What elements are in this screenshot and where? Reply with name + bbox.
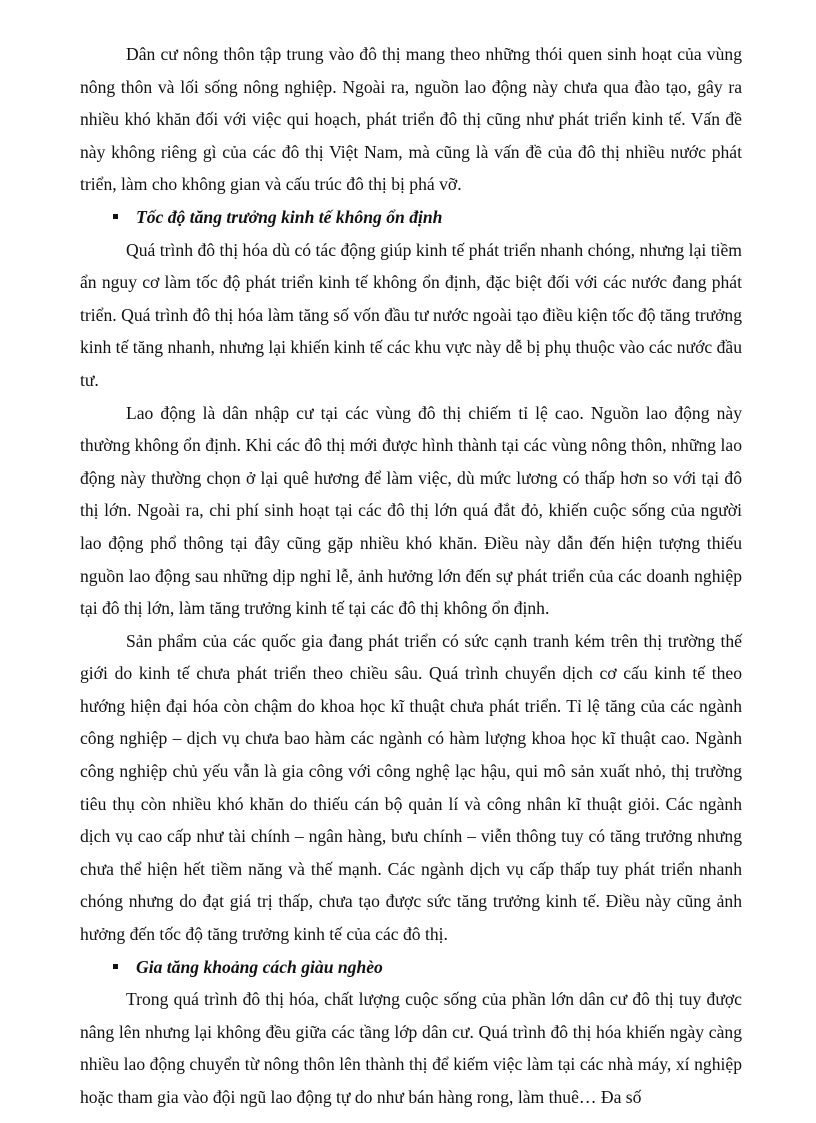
paragraph-urban-migration: Dân cư nông thôn tập trung vào đô thị mang theo những thói quen sinh hoạt của vùng nông thôn và lối sống nông nghiệp. Ngoài ra, nguồn lao động này chưa qua đào tạo, gây ra nhiều khó khăn đối với việc qui hoạch, phát triển đô thị cũng như phát triển kinh tế. Vấn đề này không riêng gì của các đô thị Việt Nam, mà cũng là vấn đề của đô thị nhiều nước phát triển, làm cho không gian và cấu trúc đô thị bị phá vỡ. [80,44,742,195]
document-page [80,38,742,1114]
paragraph-competitiveness: Sản phẩm của các quốc gia đang phát triển có sức cạnh tranh kém trên thị trường thế giới do kinh tế chưa phát triển theo chiều sâu. Quá trình chuyển dịch cơ cấu kinh tế theo hướng hiện đại hóa còn chậm do khoa học kĩ thuật chưa phát triển. Tỉ lệ tăng của các ngành công nghiệp – dịch vụ chưa bao hàm các ngành có hàm lượng khoa học kĩ thuật cao. Ngành công nghiệp chủ yếu vẫn là gia công với công nghệ lạc hậu, qui mô sản xuất nhỏ, thị trường tiêu thụ còn nhiều khó khăn do thiếu cán bộ quản lí và công nhân kĩ thuật giỏi. Các ngành dịch vụ cao cấp như tài chính – ngân hàng, bưu chính – viễn thông tuy có tăng trưởng nhưng chưa thể hiện hết tiềm năng và thế mạnh. Các ngành dịch vụ cấp thấp tuy phát triển nhanh chóng nhưng do đạt giá trị thấp, chưa tạo được sức tăng trưởng kinh tế. Điều này cũng ảnh hưởng đến tốc độ tăng trưởng kinh tế của các đô thị. [80,630,742,945]
section-heading-wealth-gap [80,951,742,984]
section-heading-text: Gia tăng khoảng cách giàu nghèo [136,956,383,977]
paragraph-investment: Quá trình đô thị hóa dù có tác động giúp kinh tế phát triển nhanh chóng, nhưng lại tiềm ẩn nguy cơ làm tốc độ phát triển kinh tế không ổn định, đặc biệt đối với các nước đang phát triển. Quá trình đô thị hóa làm tăng số vốn đầu tư nước ngoài tạo điều kiện tốc độ tăng trưởng kinh tế tăng nhanh, nhưng lại khiến kinh tế các khu vực này dễ bị phụ thuộc vào các nước đầu tư. [80,239,742,390]
paragraph-living-quality: Trong quá trình đô thị hóa, chất lượng cuộc sống của phần lớn dân cư đô thị tuy được nâng lên nhưng lại không đều giữa các tầng lớp dân cư. Quá trình đô thị hóa khiến ngày càng nhiều lao động chuyển từ nông thôn lên thành thị để kiếm việc làm tại các nhà máy, xí nghiệp hoặc tham gia vào đội ngũ lao động tự do như bán hàng rong, làm thuê… Đa số [80,989,742,1107]
bullet-square-icon [113,214,118,219]
paragraph-labor: Lao động là dân nhập cư tại các vùng đô thị chiếm tỉ lệ cao. Nguồn lao động này thường không ổn định. Khi các đô thị mới được hình thành tại các vùng nông thôn, những lao động này thường chọn ở lại quê hương để làm việc, dù mức lương có thấp hơn so với tại đô thị lớn. Ngoài ra, chi phí sinh hoạt tại các đô thị lớn quá đắt đỏ, khiến cuộc sống của người lao động phổ thông tại đây cũng gặp nhiều khó khăn. Điều này dẫn đến hiện tượng thiếu nguồn lao động sau những dịp nghỉ lễ, ảnh hưởng lớn đến sự phát triển của các doanh nghiệp tại đô thị lớn, làm tăng trưởng kinh tế tại các đô thị không ổn định. [80,402,742,619]
bullet-square-icon [113,964,118,969]
section-heading-text: Tốc độ tăng trưởng kinh tế không ổn định [136,206,443,227]
section-heading-economic-growth [80,201,742,234]
